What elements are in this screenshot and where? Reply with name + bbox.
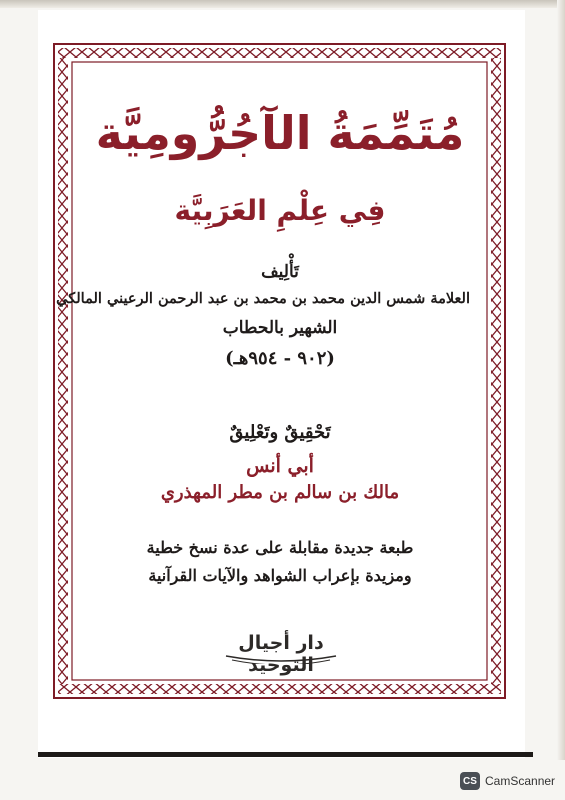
scan-bottom-band bbox=[38, 752, 533, 757]
camscanner-logo-icon: CS bbox=[460, 772, 480, 790]
editor-kunya: أبي أنس bbox=[246, 455, 314, 477]
publisher-logo bbox=[222, 630, 340, 676]
book-title: مُتَمِّمَةُ الآجُرُّومِيَّة bbox=[95, 106, 465, 160]
publisher-name: دار أجيال التوحيد bbox=[238, 632, 324, 676]
author-label: تَأْلِيف bbox=[261, 262, 299, 282]
scan-edge-right bbox=[557, 0, 565, 760]
editor-label: تَحْقِيقٌ وتَعْلِيقٌ bbox=[229, 422, 331, 443]
editor-name: مالك بن سالم بن مطر المهذري bbox=[160, 482, 400, 503]
edition-line-2: ومزيدة بإعراب الشواهد والآيات القرآنية bbox=[148, 566, 412, 585]
author-dates: (٩٠٢ - ٩٥٤هـ) bbox=[225, 348, 335, 369]
camscanner-watermark bbox=[460, 770, 555, 792]
camscanner-label: CamScanner bbox=[485, 774, 556, 788]
scan-edge-top bbox=[0, 0, 565, 8]
book-subtitle: فِي عِلْمِ العَرَبِيَّة bbox=[174, 194, 386, 227]
edition-line-1: طبعة جديدة مقابلة على عدة نسخ خطية bbox=[146, 538, 414, 557]
author-nickname: الشهير بالحطاب bbox=[222, 318, 338, 338]
author-name: العلامة شمس الدين محمد بن محمد بن عبد الرحمن الرعيني المالكي bbox=[56, 290, 470, 307]
